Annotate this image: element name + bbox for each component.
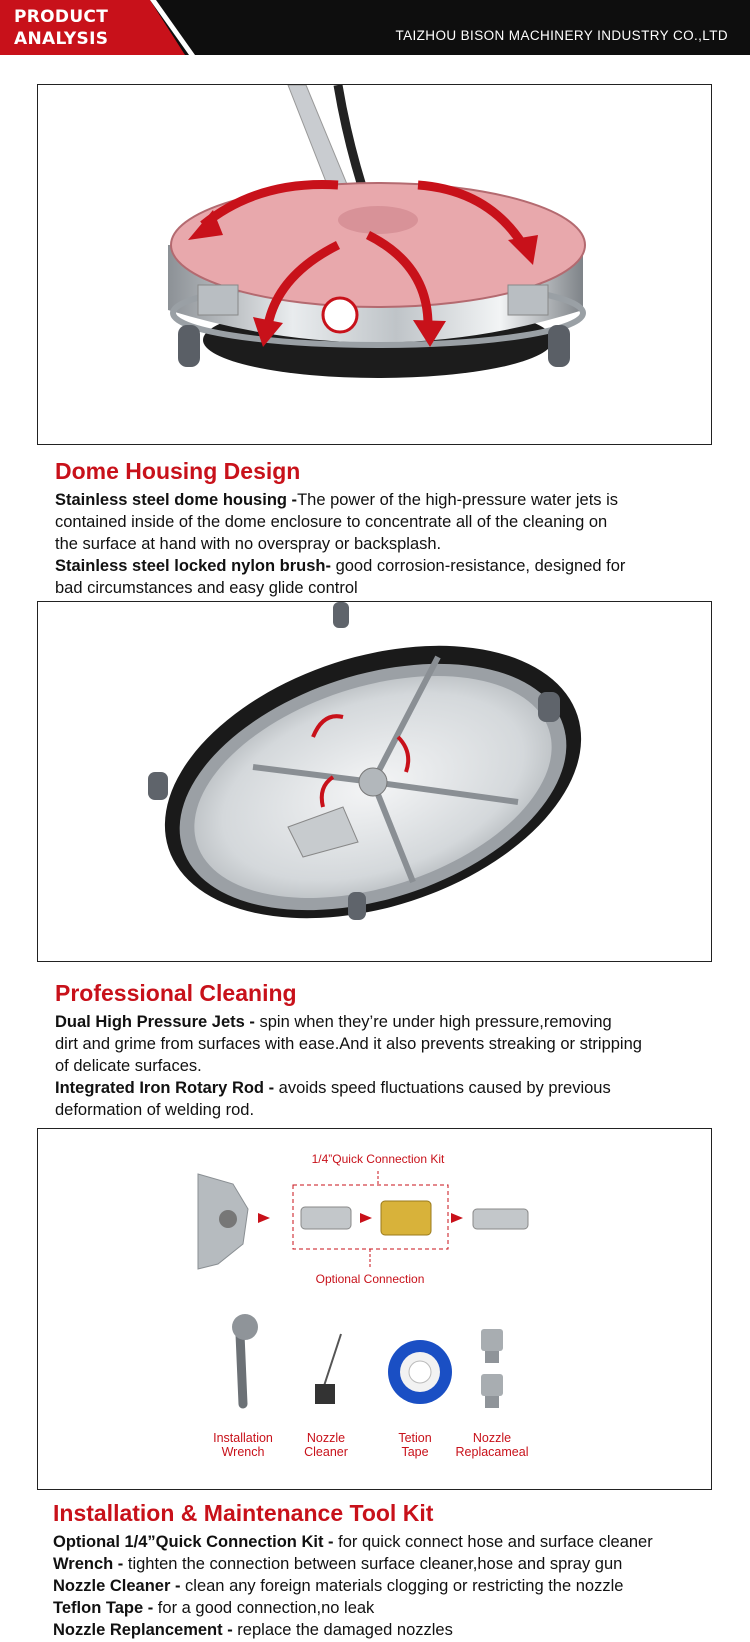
tool-label-cleaner-1: Nozzle [306,1431,346,1445]
kit-item-bold: Nozzle Cleaner - [53,1577,181,1595]
jets-line2: dirt and grime from surfaces with ease.And it also prevents streaking or stripping [55,1035,642,1053]
nylon-brush-line1 [55,555,735,577]
brass-coupler-part [381,1201,431,1235]
rotary-rod-bold: Integrated Iron Rotary Rod - [55,1079,275,1097]
professional-cleaning-section [55,977,735,1121]
flow-arrow-1 [258,1213,270,1223]
kit-item-bold: Optional 1/4”Quick Connection Kit - [53,1533,334,1551]
flow-arrow-2 [360,1213,372,1223]
tool-label-cleaner-2: Cleaner [304,1445,348,1459]
rotary-rod-line1 [55,1077,735,1099]
dome-housing-body [55,489,735,599]
wrench-icon [232,1314,258,1404]
dome-housing-line1 [55,489,735,511]
jets-line3: of delicate surfaces. [55,1057,202,1075]
wheel-right [548,325,570,367]
tool-label-nozzle-2: Replacameal [455,1445,529,1459]
kit-item-text: replace the damaged nozzles [232,1621,453,1639]
dome-center-hub [338,206,418,234]
kit-item-quick-connection [53,1531,733,1553]
tool-label-nozzle-1: Nozzle [472,1431,512,1445]
kit-item-text: clean any foreign materials clogging or restricting the nozzle [180,1577,624,1595]
kit-item-teflon-tape [53,1597,733,1619]
tool-kit-title: Installation & Maintenance Tool Kit [53,1500,434,1526]
company-name: TAIZHOU BISON MACHINERY INDUSTRY CO.,LTD [395,28,728,43]
inlet-hole [219,1210,237,1228]
brand-logo [323,298,357,332]
kit-item-bold: Wrench - [53,1555,124,1573]
kit-item-bold: Teflon Tape - [53,1599,154,1617]
jets-bold: Dual High Pressure Jets - [55,1013,255,1031]
dome-housing-section [55,455,735,599]
jets-text1: spin when they’re under high pressure,removing [254,1013,612,1031]
kit-item-wrench [53,1553,733,1575]
nozzle-replacement-icon [481,1329,503,1408]
dome-housing-line2: contained inside of the dome enclosure to concentrate all of the cleaning on [55,513,608,531]
tool-label-wrench-2: Wrench [221,1445,265,1459]
tool-label-tape-1: Tetion [398,1431,432,1445]
kit-item-nozzle-replacement [53,1619,733,1641]
quick-plug-part [301,1207,351,1229]
wheel-left [178,325,200,367]
bracket-right [508,285,548,315]
page-header [0,0,750,55]
nylon-brush-text1: good corrosion-resistance, designed for [331,557,626,575]
dome-housing-image [37,84,712,445]
flow-arrow-3 [451,1213,463,1223]
header-title [14,6,108,50]
nozzle-cleaner-icon [315,1334,341,1404]
rotary-hub [359,768,387,796]
header-title-line2: ANALYSIS [14,29,109,49]
header-title-line1: PRODUCT [14,7,109,27]
jets-line1 [55,1011,735,1033]
professional-cleaning-title: Professional Cleaning [55,980,297,1006]
tool-label-tape-2: Tape [401,1445,429,1459]
kit-item-text: for quick connect hose and surface cleaner [333,1533,653,1551]
optional-connection-label: Optional Connection [315,1272,425,1286]
dome-housing-title: Dome Housing Design [55,458,301,484]
kit-item-text: tighten the connection between surface cleaner,hose and spray gun [123,1555,623,1573]
rotary-rod-line2: deformation of welding rod. [55,1101,255,1119]
professional-cleaning-body [55,1011,735,1121]
dome-housing-bold: Stainless steel dome housing - [55,491,298,509]
tool-kit-image [37,1128,712,1490]
kit-item-nozzle-cleaner [53,1575,733,1597]
dome-housing-line3: the surface at hand with no overspray or backsplash. [55,535,442,553]
underside-image [37,601,712,962]
tool-label-wrench-1: Installation [213,1431,273,1445]
dome-housing-text1: The power of the high-pressure water jets is [297,491,619,509]
nylon-brush-line2: bad circumstances and easy glide control [55,579,358,597]
teflon-tape-icon [388,1340,452,1404]
kit-item-bold: Nozzle Replancement - [53,1621,233,1639]
quick-connection-kit-label: 1/4”Quick Connection Kit [311,1152,445,1166]
kit-item-text: for a good connection,no leak [153,1599,375,1617]
bracket-left [198,285,238,315]
nylon-brush-bold: Stainless steel locked nylon brush- [55,557,331,575]
rotary-rod-text1: avoids speed fluctuations caused by previous [274,1079,611,1097]
tool-kit-body [53,1531,733,1641]
hose-fitting-part [473,1209,528,1229]
tool-kit-section [53,1497,733,1641]
